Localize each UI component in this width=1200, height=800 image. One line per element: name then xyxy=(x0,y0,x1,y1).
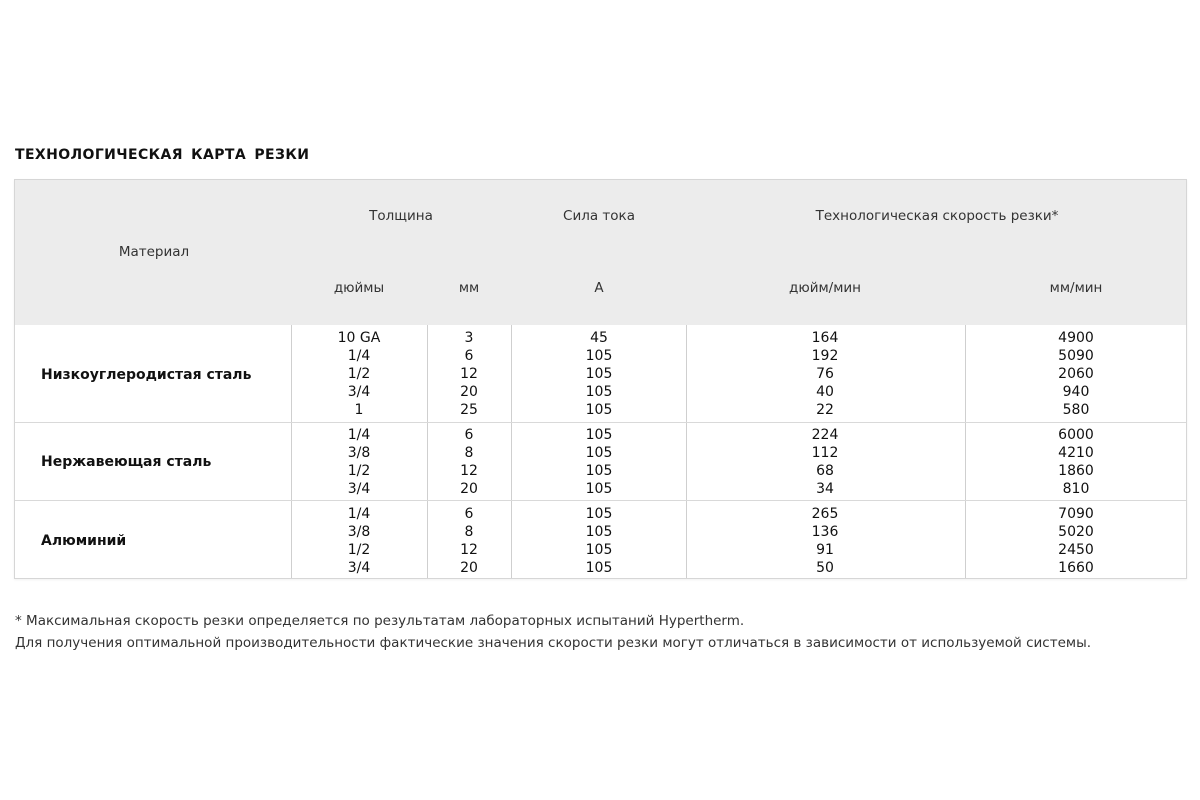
table-cell: 3/4 xyxy=(347,560,371,576)
table-cell: 1/4 xyxy=(347,427,371,443)
table-cell: 105 xyxy=(585,402,613,418)
speed-ipm-column xyxy=(811,505,852,577)
column-divider xyxy=(686,325,687,578)
table-cell: 8 xyxy=(464,524,474,540)
table-cell: 4210 xyxy=(1058,445,1094,461)
table-cell: 105 xyxy=(585,542,613,558)
table-cell: 1/4 xyxy=(347,348,371,364)
table-cell: 8 xyxy=(464,445,474,461)
table-cell: 1660 xyxy=(1058,560,1094,576)
column-divider xyxy=(511,325,512,578)
table-cell: 1 xyxy=(354,402,364,418)
material-name: Алюминий xyxy=(41,533,127,549)
footnote-system-variation: Для получения оптимальной производительности фактические значения скорости резки могут отличаться в зависимости от используемой системы. xyxy=(15,635,1092,651)
table-cell: 105 xyxy=(585,366,613,382)
material-name: Низкоуглеродистая сталь xyxy=(41,367,252,383)
table-cell: 6 xyxy=(464,506,474,522)
column-divider xyxy=(965,325,966,578)
table-cell: 20 xyxy=(460,481,478,497)
column-divider xyxy=(291,325,292,578)
table-cell: 105 xyxy=(585,481,613,497)
current-column xyxy=(585,329,626,419)
table-cell: 265 xyxy=(811,506,839,522)
header-thickness: Толщина xyxy=(369,208,433,224)
current-column xyxy=(585,426,626,498)
table-cell: 1860 xyxy=(1058,463,1094,479)
header-unit-amps: А xyxy=(594,280,604,296)
table-cell: 105 xyxy=(585,427,613,443)
table-cell: 136 xyxy=(811,524,839,540)
table-cell: 6000 xyxy=(1058,427,1094,443)
table-cell: 1/2 xyxy=(347,542,371,558)
table-cell: 112 xyxy=(811,445,839,461)
table-cell: 6 xyxy=(464,348,474,364)
thickness-inches-column xyxy=(347,426,382,498)
table-cell: 22 xyxy=(816,402,834,418)
footnote-lab-tests: * Максимальная скорость резки определяется по результатам лабораторных испытаний Hypertherm. xyxy=(15,613,745,629)
table-cell: 1/4 xyxy=(347,506,371,522)
thickness-mm-column xyxy=(460,426,487,498)
table-cell: 164 xyxy=(811,330,839,346)
thickness-mm-column xyxy=(460,505,487,577)
table-cell: 6 xyxy=(464,427,474,443)
table-cell: 91 xyxy=(816,542,834,558)
table-cell: 105 xyxy=(585,463,613,479)
table-cell: 105 xyxy=(585,506,613,522)
table-cell: 810 xyxy=(1062,481,1090,497)
header-speed: Технологическая скорость резки* xyxy=(815,208,1059,224)
speed-ipm-column xyxy=(811,329,852,419)
table-cell: 105 xyxy=(585,348,613,364)
table-cell: 7090 xyxy=(1058,506,1094,522)
speed-ipm-column xyxy=(811,426,852,498)
page-title: ТЕХНОЛОГИЧЕСКАЯ КАРТА РЕЗКИ xyxy=(15,147,310,163)
table-cell: 940 xyxy=(1062,384,1090,400)
table-cell: 3 xyxy=(464,330,474,346)
table-cell: 2060 xyxy=(1058,366,1094,382)
table-cell: 3/8 xyxy=(347,524,371,540)
table-cell: 20 xyxy=(460,384,478,400)
table-cell: 40 xyxy=(816,384,834,400)
thickness-inches-column xyxy=(337,329,402,419)
table-cell: 5020 xyxy=(1058,524,1094,540)
table-cell: 34 xyxy=(816,481,834,497)
header-current: Сила тока xyxy=(563,208,635,224)
table-cell: 1/2 xyxy=(347,463,371,479)
table-cell: 45 xyxy=(590,330,608,346)
table-header xyxy=(15,180,1186,325)
table-cell: 5090 xyxy=(1058,348,1094,364)
table-cell: 25 xyxy=(460,402,478,418)
table-cell: 3/8 xyxy=(347,445,371,461)
thickness-mm-column xyxy=(460,329,487,419)
table-cell: 105 xyxy=(585,560,613,576)
table-cell: 3/4 xyxy=(347,384,371,400)
table-cell: 224 xyxy=(811,427,839,443)
table-cell: 76 xyxy=(816,366,834,382)
speed-mmpm-column xyxy=(1058,329,1112,419)
header-material: Материал xyxy=(118,244,190,260)
header-unit-mm: мм xyxy=(458,280,480,296)
cutting-chart-table xyxy=(14,179,1187,579)
table-cell: 12 xyxy=(460,463,478,479)
table-cell: 20 xyxy=(460,560,478,576)
thickness-inches-column xyxy=(347,505,382,577)
table-cell: 4900 xyxy=(1058,330,1094,346)
column-divider xyxy=(427,325,428,578)
table-cell: 2450 xyxy=(1058,542,1094,558)
table-cell: 68 xyxy=(816,463,834,479)
header-unit-mmpm: мм/мин xyxy=(1049,280,1103,296)
table-cell: 105 xyxy=(585,384,613,400)
table-cell: 50 xyxy=(816,560,834,576)
table-cell: 192 xyxy=(811,348,839,364)
table-cell: 105 xyxy=(585,524,613,540)
table-cell: 105 xyxy=(585,445,613,461)
speed-mmpm-column xyxy=(1058,426,1112,498)
row-divider xyxy=(15,500,1186,501)
table-cell: 12 xyxy=(460,542,478,558)
header-unit-ipm: дюйм/мин xyxy=(789,280,861,296)
table-cell: 3/4 xyxy=(347,481,371,497)
speed-mmpm-column xyxy=(1058,505,1112,577)
table-cell: 580 xyxy=(1062,402,1090,418)
header-unit-inches: дюймы xyxy=(333,280,385,296)
table-cell: 10 GA xyxy=(337,330,381,346)
table-cell: 12 xyxy=(460,366,478,382)
current-column xyxy=(585,505,626,577)
material-name: Нержавеющая сталь xyxy=(41,454,212,470)
table-cell: 1/2 xyxy=(347,366,371,382)
row-divider xyxy=(15,422,1186,423)
